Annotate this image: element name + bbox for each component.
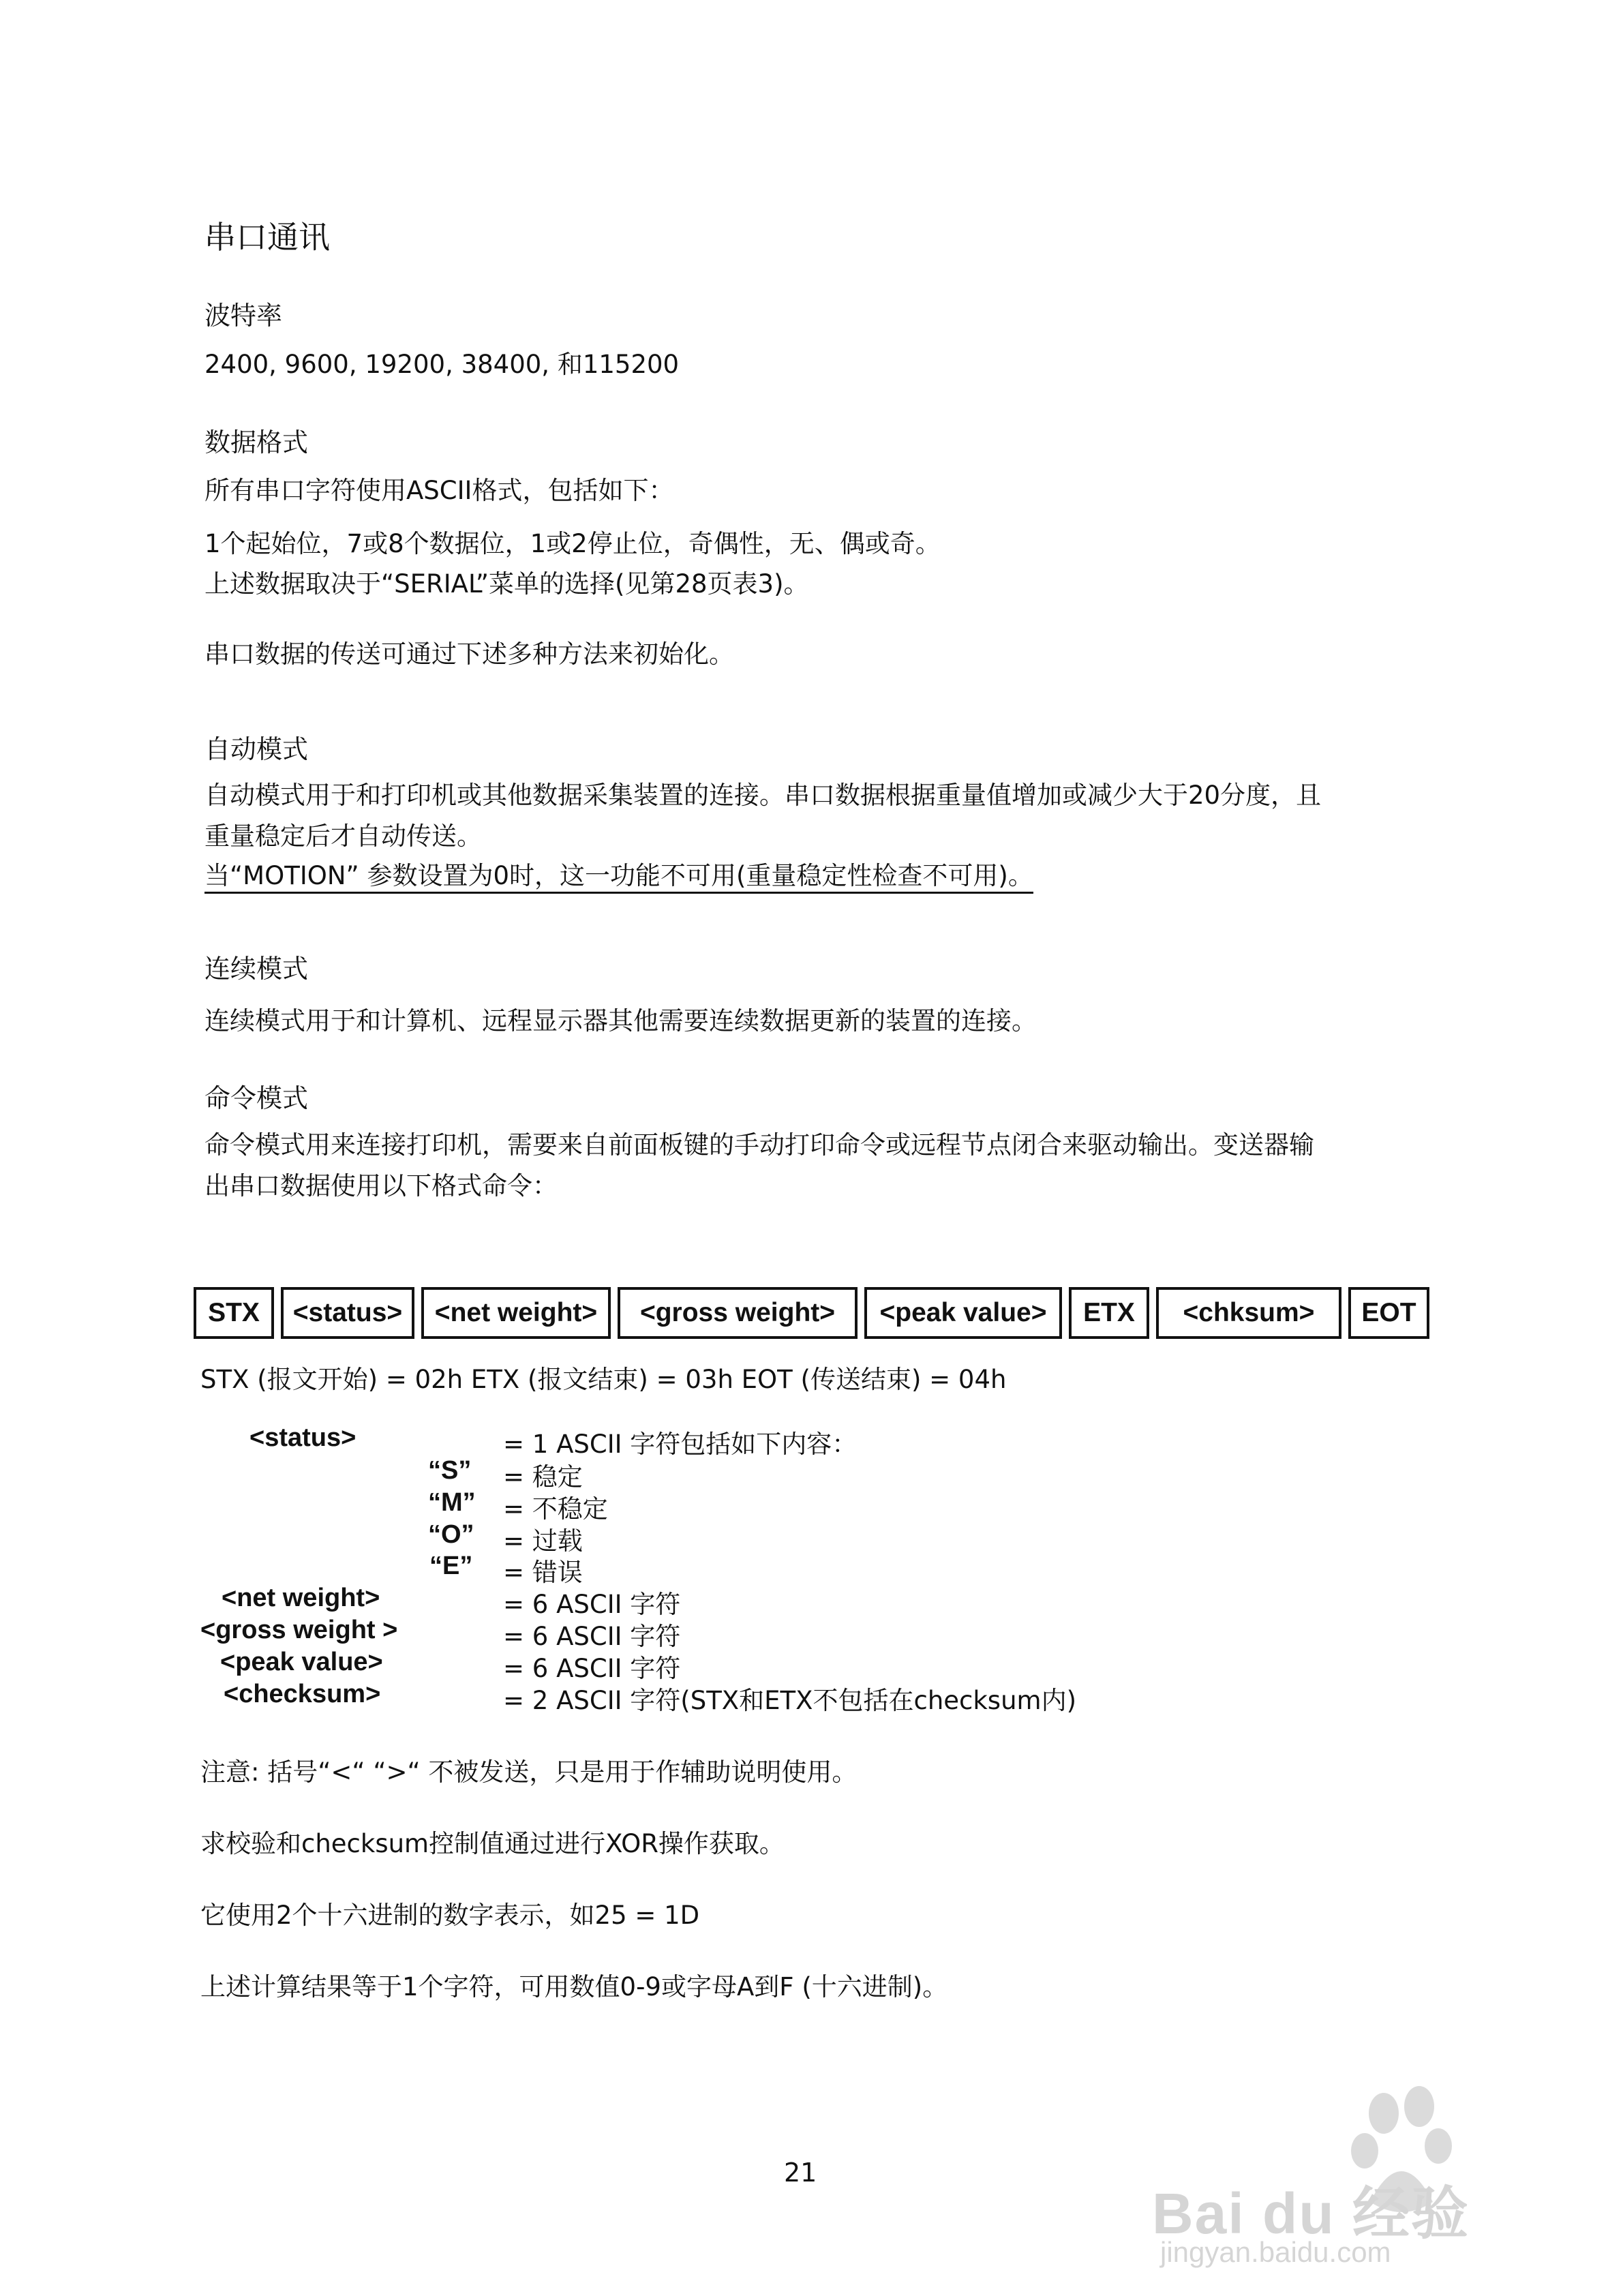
- frame-cell-gross-weight: <gross weight>: [618, 1287, 858, 1339]
- frame-cell-net-weight: <net weight>: [421, 1287, 611, 1339]
- def-peak-value: = 6 ASCII 字符: [503, 1654, 681, 1683]
- note-brackets: 注意: 括号“<“ “>“ 不被发送，只是用于作辅助说明使用。: [200, 1757, 858, 1787]
- frame-cell-status: <status>: [281, 1287, 414, 1339]
- def-e-value: = 错误: [503, 1558, 583, 1587]
- command-heading: 命令模式: [204, 1083, 309, 1113]
- auto-heading: 自动模式: [204, 734, 309, 764]
- baud-heading: 波特率: [204, 301, 283, 331]
- frame-cell-peak-value: <peak value>: [864, 1287, 1062, 1339]
- format-heading: 数据格式: [204, 427, 309, 457]
- def-o-label: “O”: [428, 1520, 474, 1549]
- def-status-label: <status>: [249, 1423, 357, 1452]
- watermark-brand: Bai du 经验: [1152, 2181, 1470, 2246]
- def-m-label: “M”: [428, 1488, 476, 1517]
- baidu-watermark: [1152, 2066, 1520, 2270]
- format-line2: 1个起始位，7或8个数据位，1或2停止位，奇偶性，无、偶或奇。: [204, 529, 941, 558]
- def-gross-label: <gross weight >: [200, 1616, 398, 1644]
- def-e-label: “E”: [429, 1552, 473, 1580]
- codes-line: STX (报文开始) = 02h ETX (报文结束) = 03h EOT (传送结束) = 04h: [200, 1365, 1007, 1394]
- page-title: 串口通讯: [204, 219, 330, 256]
- note-hex: 它使用2个十六进制的数字表示，如25 = 1D: [200, 1901, 700, 1930]
- frame-cell-eot: EOT: [1348, 1287, 1429, 1339]
- baud-values: 2400, 9600, 19200, 38400, 和115200: [204, 350, 680, 379]
- format-line1: 所有串口字符使用ASCII格式，包括如下：: [204, 476, 674, 505]
- def-peak-label: <peak value>: [220, 1648, 383, 1676]
- def-s-value: = 稳定: [503, 1462, 583, 1492]
- command-line1: 命令模式用来连接打印机，需要来自前面板键的手动打印命令或远程节点闭合来驱动输出。变送器输: [204, 1130, 1314, 1160]
- command-line2: 出串口数据使用以下格式命令：: [204, 1171, 558, 1200]
- frame-cell-stx: STX: [194, 1287, 274, 1339]
- def-net-label: <net weight>: [222, 1584, 380, 1612]
- def-status-value: = 1 ASCII 字符包括如下内容：: [503, 1430, 858, 1459]
- page-number: 21: [784, 2158, 817, 2188]
- def-checksum-label: <checksum>: [224, 1680, 381, 1708]
- continuous-heading: 连续模式: [204, 954, 309, 984]
- format-line4: 串口数据的传送可通过下述多种方法来初始化。: [204, 639, 734, 669]
- frame-table: [194, 1287, 1429, 1339]
- def-m-value: = 不稳定: [503, 1494, 608, 1524]
- frame-cell-chksum: <chksum>: [1156, 1287, 1341, 1339]
- def-net-value: = 6 ASCII 字符: [503, 1590, 681, 1619]
- auto-line2: 重量稳定后才自动传送。: [204, 821, 482, 851]
- watermark-url: jingyan.baidu.com: [1160, 2236, 1391, 2268]
- frame-cell-etx: ETX: [1069, 1287, 1149, 1339]
- def-s-label: “S”: [428, 1456, 472, 1485]
- def-o-value: = 过载: [503, 1526, 583, 1556]
- auto-line1: 自动模式用于和打印机或其他数据采集装置的连接。串口数据根据重量值增加或减少大于20分度，且: [204, 781, 1322, 810]
- def-checksum-value: = 2 ASCII 字符(STX和ETX不包括在checksum内): [503, 1686, 1077, 1715]
- continuous-line1: 连续模式用于和计算机、远程显示器其他需要连续数据更新的装置的连接。: [204, 1006, 1037, 1036]
- format-line3: 上述数据取决于“SERIAL”菜单的选择(见第28页表3)。: [204, 569, 809, 599]
- auto-line3: [204, 862, 1033, 894]
- note-xor: 求校验和checksum控制值通过进行XOR操作获取。: [200, 1829, 785, 1858]
- note-result: 上述计算结果等于1个字符，可用数值0-9或字母A到F (十六进制)。: [200, 1972, 948, 2002]
- def-gross-value: = 6 ASCII 字符: [503, 1622, 681, 1651]
- auto-line3-text: 当“MOTION” 参数设置为0时，这一功能不可用(重量稳定性检查不可用)。: [204, 862, 1033, 894]
